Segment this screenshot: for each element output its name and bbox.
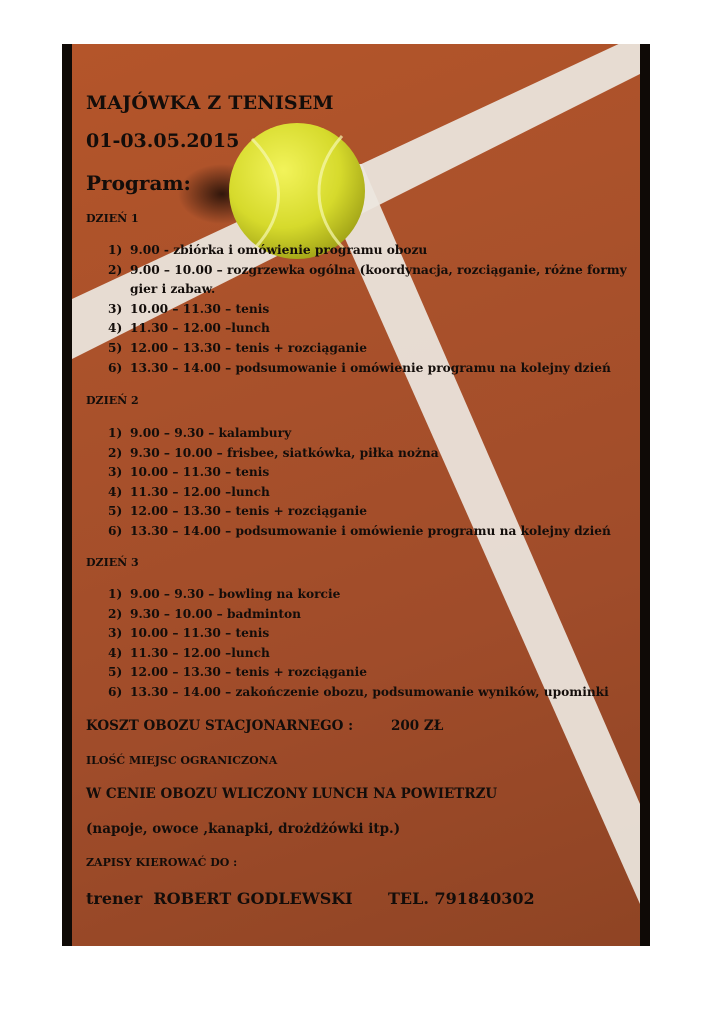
list-item: 4) 11.30 – 12.00 –lunch: [108, 645, 270, 660]
day-2-schedule: [108, 424, 628, 542]
poster-text: [62, 44, 650, 946]
lunch-detail: (napoje, owoce ,kanapki, drożdżówki itp.): [86, 821, 401, 837]
list-item: 5) 12.00 – 13.30 – tenis + rozciąganie: [108, 504, 368, 519]
trainer-contact: [86, 889, 535, 908]
cost-value: 200 ZŁ: [391, 718, 444, 734]
limited-places-note: ILOŚĆ MIEJSC OGRANICZONA: [86, 754, 278, 767]
list-item: 1) 9.00 – 9.30 – kalambury: [108, 426, 292, 440]
list-item: 4) 11.30 – 12.00 –lunch: [108, 321, 270, 336]
cost-label: KOSZT OBOZU STACJONARNEGO :: [86, 718, 354, 734]
list-item: 3) 10.00 – 11.30 – tenis: [108, 301, 270, 316]
day-1-schedule: [108, 241, 628, 378]
trainer-name: trener ROBERT GODLEWSKI: [86, 889, 353, 908]
list-item: 3) 10.00 – 11.30 – tenis: [108, 465, 270, 480]
list-item: 6) 13.30 – 14.00 – podsumowanie i omówienie programu na kolejny dzień: [108, 360, 611, 375]
poster: [62, 44, 650, 946]
list-item: 2) 9.30 – 10.00 – frisbee, siatkówka, piłka nożna: [108, 445, 439, 460]
list-item: 1) 9.00 - zbiórka i omówienie programu obozu: [108, 243, 428, 257]
camp-cost: [86, 718, 444, 734]
list-item: 5) 12.00 – 13.30 – tenis + rozciąganie: [108, 665, 368, 680]
list-item: 2) 9.00 – 10.00 – rozgrzewka ogólna (koordynacja, rozciąganie, różne formy gier i zabaw.: [108, 262, 627, 297]
signup-note: ZAPISY KIEROWAĆ DO :: [86, 856, 238, 869]
list-item: 6) 13.30 – 14.00 – podsumowanie i omówienie programu na kolejny dzień: [108, 523, 611, 538]
trainer-phone: TEL. 791840302: [388, 889, 535, 908]
list-item: 6) 13.30 – 14.00 – zakończenie obozu, podsumowanie wyników, upominki: [108, 684, 609, 699]
lunch-note: W CENIE OBOZU WLICZONY LUNCH NA POWIETRZU: [86, 786, 498, 802]
list-item: 1) 9.00 – 9.30 – bowling na korcie: [108, 587, 341, 601]
poster-title: MAJÓWKA Z TENISEM: [86, 92, 334, 114]
day-2-label: DZIEŃ 2: [86, 394, 139, 407]
day-1-label: DZIEŃ 1: [86, 212, 139, 225]
list-item: 4) 11.30 – 12.00 –lunch: [108, 484, 270, 499]
day-3-label: DZIEŃ 3: [86, 556, 139, 569]
list-item: 2) 9.30 – 10.00 – badminton: [108, 606, 301, 621]
day-3-schedule: [108, 585, 628, 703]
program-heading: Program:: [86, 171, 191, 195]
list-item: 3) 10.00 – 11.30 – tenis: [108, 626, 270, 641]
event-date: 01-03.05.2015: [86, 130, 240, 152]
list-item: 5) 12.00 – 13.30 – tenis + rozciąganie: [108, 340, 368, 355]
